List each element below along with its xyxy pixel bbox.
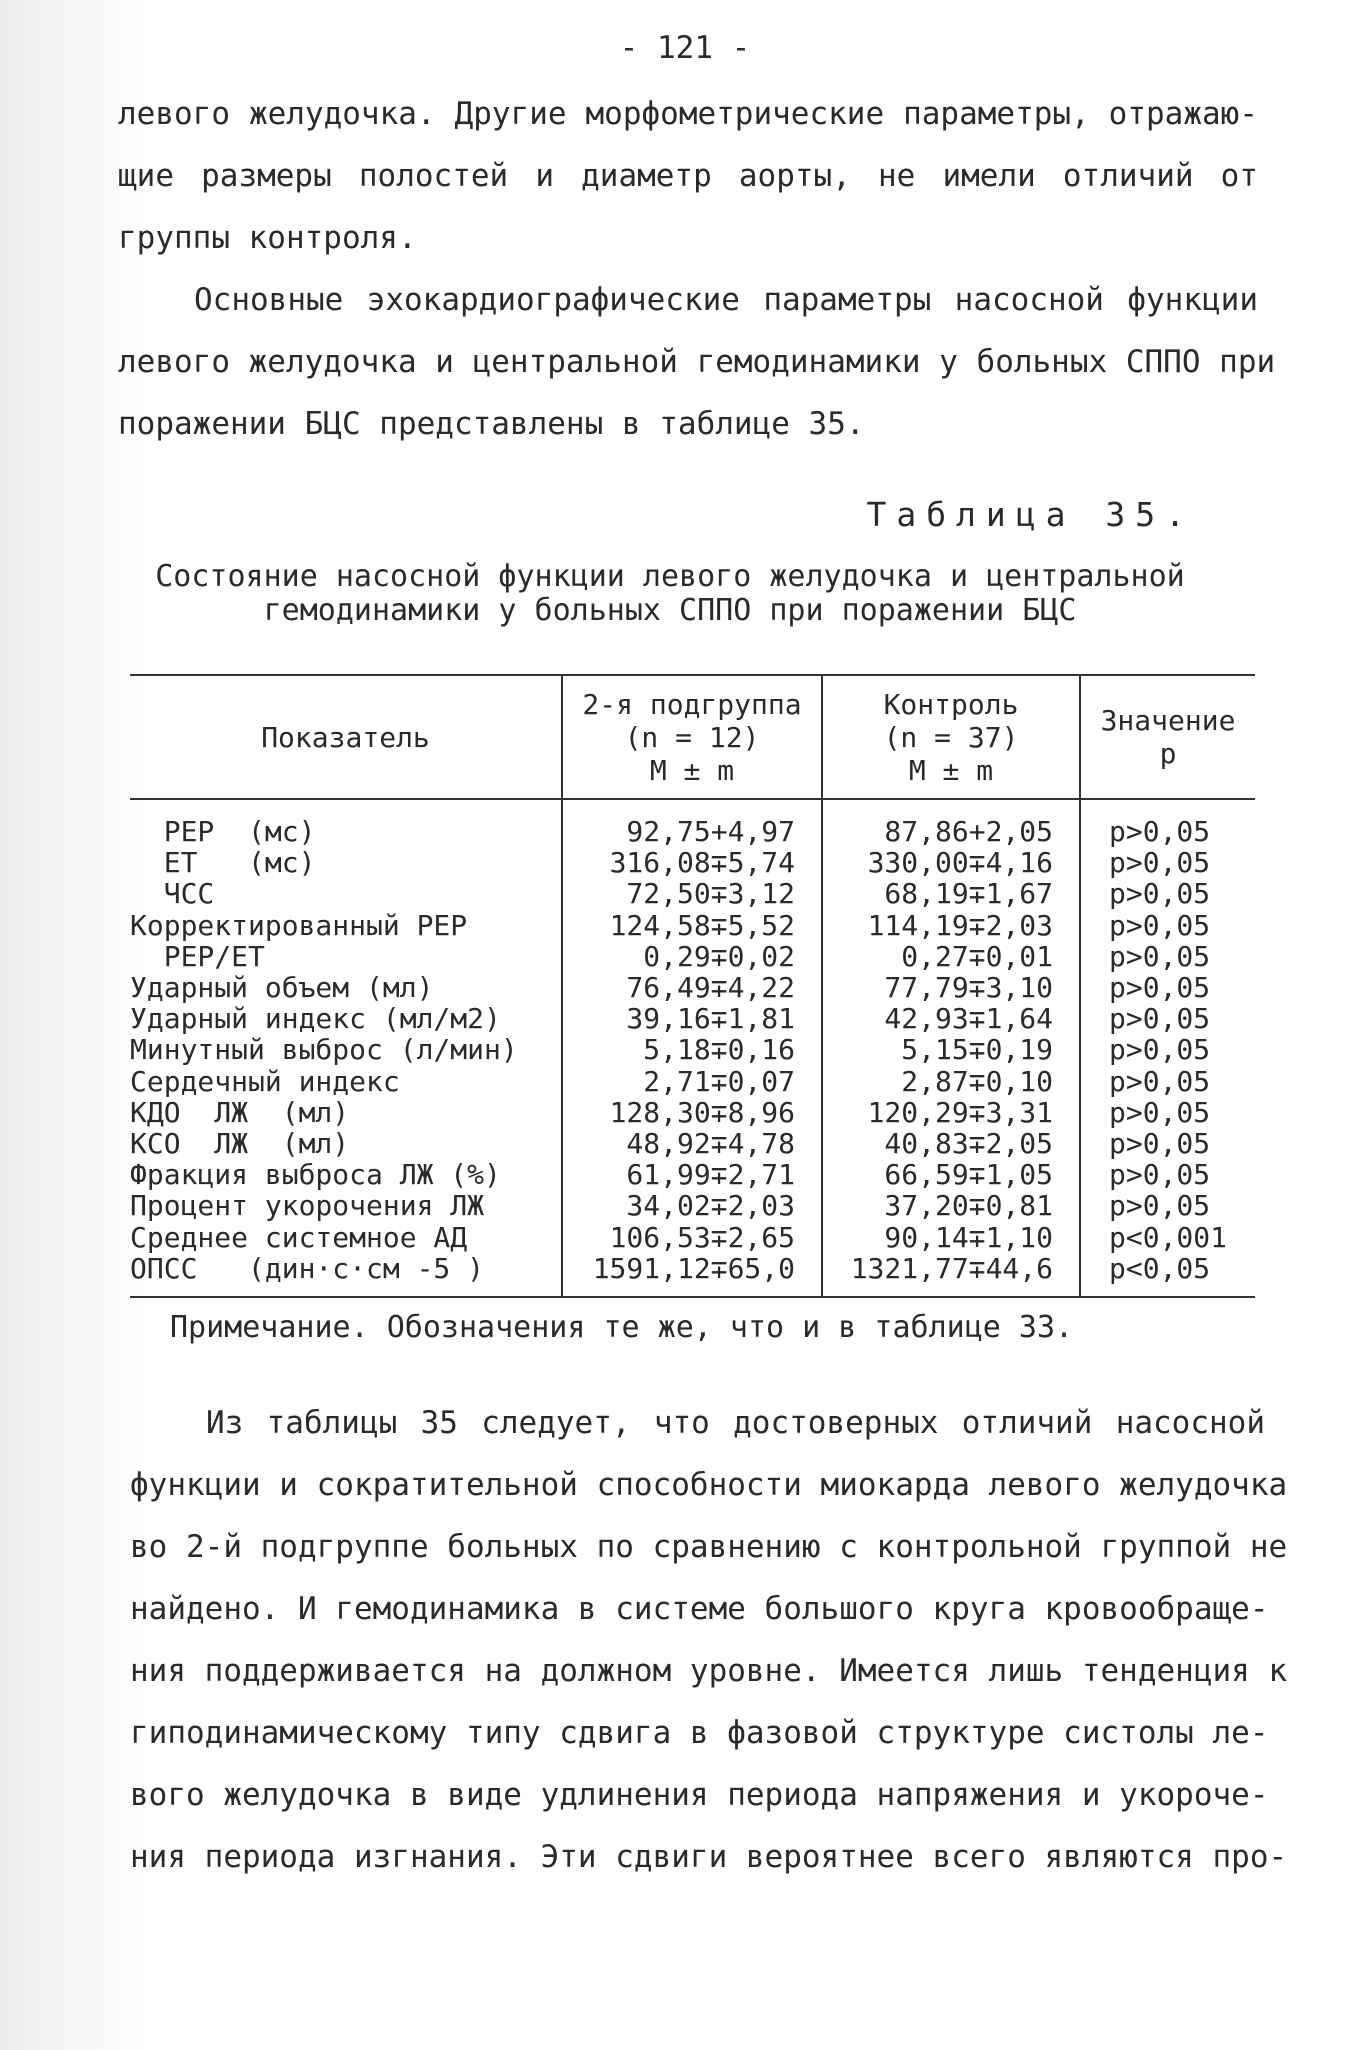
control-value: 87,86+2,05 — [822, 799, 1080, 847]
subgroup-2-value: 92,75+4,97 — [562, 799, 822, 847]
header-subgroup-2: 2-я подгруппа (n = 12) M ± m — [562, 675, 822, 799]
text-line: вого желудочка в виде удлинения периода напряжения и укороче- — [130, 1777, 1269, 1813]
table-row — [130, 1003, 1255, 1034]
control-value: 77,79∓3,10 — [822, 972, 1080, 1003]
subgroup-2-value: 48,92∓4,78 — [562, 1128, 822, 1159]
row-label: Процент укорочения ЛЖ — [130, 1189, 485, 1223]
row-label: ET (мс) — [130, 846, 316, 880]
text-line: группы контроля. — [118, 220, 417, 256]
p-value: p>0,05 — [1080, 1097, 1255, 1128]
table-row — [130, 1034, 1255, 1065]
p-value: p>0,05 — [1080, 1003, 1255, 1034]
row-label: Сердечный индекс — [130, 1064, 400, 1098]
table-row — [130, 1066, 1255, 1097]
table-row — [130, 1097, 1255, 1128]
text-line: найдено. И гемодинамика в системе большого круга кровообраще- — [130, 1591, 1269, 1627]
row-label: Ударный объем (мл) — [130, 971, 434, 1005]
text-line: щие размеры полостей и диаметр аорты, не имели отличий от — [118, 158, 1258, 194]
data-table — [130, 674, 1255, 1298]
control-value: 90,14∓1,10 — [822, 1222, 1080, 1253]
row-label: Минутный выброс (л/мин) — [130, 1033, 518, 1067]
text-line: левого желудочка и центральной гемодинамики у больных СППО при — [118, 344, 1276, 380]
page-number: - 121 - — [619, 30, 751, 66]
text-line: Из таблицы 35 следует, что достоверных отличий насосной — [206, 1405, 1265, 1441]
control-value: 66,59∓1,05 — [822, 1159, 1080, 1190]
p-value: p>0,05 — [1080, 1190, 1255, 1221]
subgroup-2-value: 5,18∓0,16 — [562, 1034, 822, 1065]
row-label: PEP (мс) — [130, 815, 316, 848]
intro-paragraph — [118, 83, 1258, 269]
header-indicator: Показатель — [130, 675, 562, 799]
table-row — [130, 972, 1255, 1003]
subgroup-2-value: 76,49∓4,22 — [562, 972, 822, 1003]
table-row — [130, 1159, 1255, 1190]
table-row — [130, 847, 1255, 878]
text-line: левого желудочка. Другие морфометрические параметры, отражаю- — [118, 96, 1258, 132]
p-value: p>0,05 — [1080, 972, 1255, 1003]
control-value: 68,19∓1,67 — [822, 878, 1080, 909]
text-line: во 2-й подгруппе больных по сравнению с контрольной группой не — [130, 1529, 1288, 1565]
text-line: ния поддерживается на должном уровне. Имеется лишь тенденция к — [130, 1653, 1288, 1689]
table-note: Примечание. Обозначения те же, что и в таблице 33. — [170, 1310, 1074, 1345]
control-value: 0,27∓0,01 — [822, 941, 1080, 972]
table-title-line: Состояние насосной функции левого желудочка и центральной — [155, 559, 1185, 594]
subgroup-2-value: 128,30∓8,96 — [562, 1097, 822, 1128]
table-body — [130, 799, 1255, 1297]
text-line: гиподинамическому типу сдвига в фазовой структуре систолы ле- — [130, 1715, 1269, 1751]
row-label: PEP/ET — [130, 939, 265, 973]
p-value: p<0,05 — [1080, 1253, 1255, 1297]
p-value: p>0,05 — [1080, 799, 1255, 847]
table-row — [130, 878, 1255, 909]
table-caption: Таблица 35. — [866, 495, 1195, 534]
row-label: ЧСС — [130, 877, 215, 911]
control-value: 40,83∓2,05 — [822, 1128, 1080, 1159]
p-value: p>0,05 — [1080, 1066, 1255, 1097]
table-header-row — [130, 675, 1255, 799]
table-row — [130, 1190, 1255, 1221]
control-value: 1321,77∓44,6 — [822, 1253, 1080, 1297]
p-value: p>0,05 — [1080, 1159, 1255, 1190]
control-value: 330,00∓4,16 — [822, 847, 1080, 878]
header-control: Контроль (n = 37) M ± m — [822, 675, 1080, 799]
row-label: Среднее системное АД — [130, 1220, 468, 1254]
subgroup-2-value: 316,08∓5,74 — [562, 847, 822, 878]
subgroup-2-value: 0,29∓0,02 — [562, 941, 822, 972]
row-label: ОПСС (дин·с·см -5 ) — [130, 1253, 562, 1297]
p-value: p>0,05 — [1080, 1034, 1255, 1065]
row-label: КДО ЛЖ (мл) — [130, 1095, 350, 1129]
control-value: 37,20∓0,81 — [822, 1190, 1080, 1221]
table-title — [130, 560, 1210, 628]
table-title-line: гемодинамики у больных СППО при поражении БЦС — [263, 593, 1077, 628]
subgroup-2-value: 39,16∓1,81 — [562, 1003, 822, 1034]
control-value: 120,29∓3,31 — [822, 1097, 1080, 1128]
table-row — [130, 1128, 1255, 1159]
p-value: p<0,001 — [1080, 1222, 1255, 1253]
subgroup-2-value: 106,53∓2,65 — [562, 1222, 822, 1253]
header-p-value: Значение p — [1080, 675, 1255, 799]
text-line: поражении БЦС представлены в таблице 35. — [118, 406, 865, 442]
control-value: 2,87∓0,10 — [822, 1066, 1080, 1097]
table-row — [130, 1222, 1255, 1253]
row-label: Фракция выброса ЛЖ (%) — [130, 1158, 501, 1192]
subgroup-2-value: 72,50∓3,12 — [562, 878, 822, 909]
row-label: Корректированный PEP — [130, 908, 468, 942]
control-value: 5,15∓0,19 — [822, 1034, 1080, 1065]
row-label: КСО ЛЖ (мл) — [130, 1127, 350, 1161]
subgroup-2-value: 124,58∓5,52 — [562, 910, 822, 941]
table-row — [130, 941, 1255, 972]
table-row — [130, 799, 1255, 847]
control-value: 114,19∓2,03 — [822, 910, 1080, 941]
p-value: p>0,05 — [1080, 910, 1255, 941]
p-value: p>0,05 — [1080, 878, 1255, 909]
p-value: p>0,05 — [1080, 1128, 1255, 1159]
text-line: Основные эхокардиографические параметры насосной функции — [194, 282, 1258, 318]
control-value: 42,93∓1,64 — [822, 1003, 1080, 1034]
table-row — [130, 1253, 1255, 1297]
text-line: функции и сократительной способности миокарда левого желудочка — [130, 1467, 1288, 1503]
subgroup-2-value: 61,99∓2,71 — [562, 1159, 822, 1190]
subgroup-2-value: 1591,12∓65,0 — [562, 1253, 822, 1297]
table-row — [130, 910, 1255, 941]
paragraph-2 — [118, 269, 1276, 455]
subgroup-2-value: 34,02∓2,03 — [562, 1190, 822, 1221]
p-value: p>0,05 — [1080, 941, 1255, 972]
subgroup-2-value: 2,71∓0,07 — [562, 1066, 822, 1097]
paragraph-3 — [130, 1392, 1288, 1888]
text-line: ния периода изгнания. Эти сдвиги вероятнее всего являются про- — [130, 1839, 1288, 1875]
row-label: Ударный индекс (мл/м2) — [130, 1002, 501, 1036]
p-value: p>0,05 — [1080, 847, 1255, 878]
